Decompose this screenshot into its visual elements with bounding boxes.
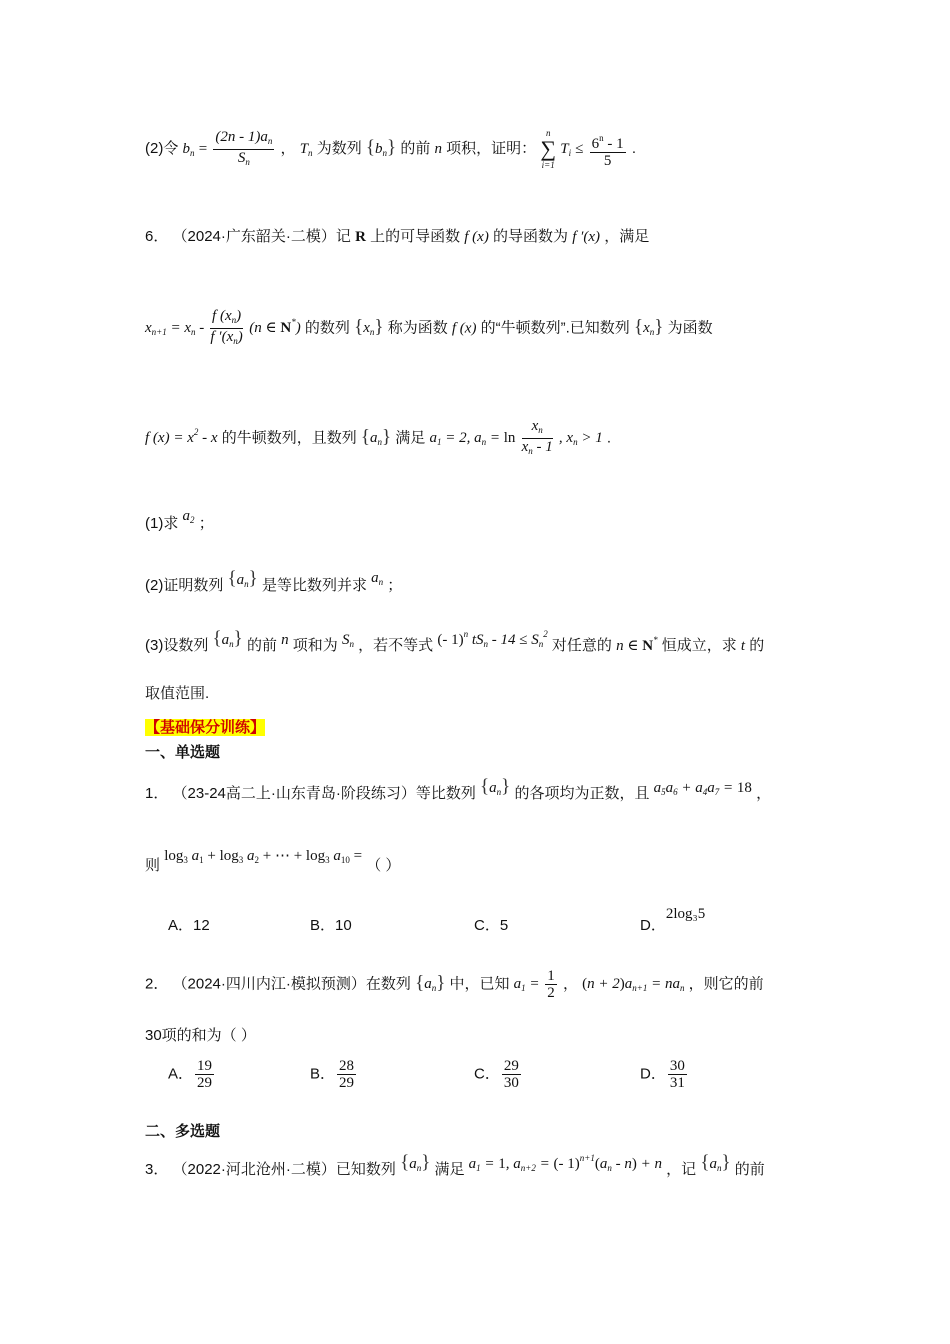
section-multi-choice: 二、多选题 [145,1123,221,1140]
q5-part2-line: (2)令 $b_n$ = $\frac{(2n - 1)a_n}{S_n}$ ， $T_n$ 为数列 $\{b_n\}$ 的前 n 项积，证明： n ∑ i=1 $T_i$ ≤ $\frac{6^n - 1}{5}$ . [145,128,636,170]
formula-newton: $x_{n+1} = x_n$ - [145,320,209,338]
section-tag-line [145,716,830,737]
formula-fpx: f ′(x) [572,229,601,245]
q1-option-a[interactable]: A．12 [168,917,210,934]
q6-line1: 6． （2024·广东韶关·二模）记 R 上的可导函数 f (x) 的导函数为 f ′(x) ，满足 [145,228,650,245]
q6-line3: f $(x) = x^2 - x$ 的牛顿数列，且数列 $\{a_n\}$ 满足 $a_1 = 2$, $a_n = \ln$ $\frac{x_n}{x_n - 1}$ , $x_n > 1$ . [145,418,612,456]
formula-sum: n ∑ i=1 [540,128,557,170]
q2-option-b[interactable]: B． $\frac{28}{29}$ [310,1058,355,1091]
section-single-choice: 一、单选题 [145,744,221,761]
q2-option-c[interactable]: C． $\frac{29}{30}$ [474,1058,519,1091]
q1-line1: 1． （23-24高二上·山东青岛·阶段练习）等比数列 $\{a_n\}$ 的各项均为正数，且 $a_5a_6 + a_4a_7 = 18$ ， [145,776,772,802]
q6-part1: (1)求 $a_2$ ； [145,508,214,532]
formula-an-def: $a_1 = 2$, $a_n = \ln$ [429,430,516,448]
formula-q3-rec: $a_1 = 1$, $a_{n+2}$ = (- $1)^{n+1}(a_n - n) + n$ [468,1153,662,1173]
q3-number: 3． [145,1161,169,1178]
formula-sum-bound: $\frac{6^n - 1}{5}$ [590,130,626,169]
q1-option-c[interactable]: C．5 [474,917,509,934]
q1-option-b[interactable]: B．10 [310,917,352,934]
q2-line2: 30项的和为（ ） [145,1027,256,1044]
q3-line1: 3． （2022·河北沧州·二模）已知数列 $\{a_n\}$ 满足 $a_1 = 1$, $a_{n+2}$ = (- $1)^{n+1}(a_n - n) + n$ ，记 $\{a_n\}$ 的前 [145,1152,765,1178]
q1-line2: 则 $\log_3 a_1 + \log_3 a_2$ + ⋯ + $\log_3 a_{10}$ = （ ） [145,848,401,874]
q2-number: 2． [145,975,169,993]
formula-bn-frac: $\frac{(2n - 1)a_n}{S_n}$ [215,128,273,167]
q6-line2: $x_{n+1} = x_n$ - $\frac{f (x_n)}{f '(x_n)}$ (n ∈ N*) 的数列 $\{x_n\}$ 称为函数 f (x) 的“牛顿数列”.已知数列 $\{x_n\}$ 为函数 [145,308,713,346]
q6-number: 6． [145,228,169,245]
q6-source: （2024·广东韶关·二模）记 [172,228,351,245]
section-tag: 【基础保分训练】 [145,719,266,736]
formula-q1-eq: $a_5a_6 + a_4a_7 = 18$ [653,780,752,797]
q6-part2: (2)证明数列 $\{a_n\}$ 是等比数列并求 $a_n$ ； [145,568,403,594]
q2-option-d[interactable]: D． $\frac{30}{31}$ [640,1058,685,1091]
q2-option-a[interactable]: A． $\frac{19}{29}$ [168,1058,213,1091]
q2-line1: 2． （2024·四川内江·模拟预测）在数列 $\{a_n\}$ 中，已知 $a_1$ = $\frac{1}{2}$ ， $(n + 2)a_{n+1} = na_n$ ，则它的前 [145,968,764,1001]
q1-option-d[interactable]: D．2log₃5 [640,906,706,934]
q6-part3: (3)设数列 $\{a_n\}$ 的前 n 项和为 $S_n$ ，若不等式 (- 1)$^n$ $tS_n - 14 \le S_n^2$ 对任意的 n ∈ N* 恒成立，求 t 的 [145,628,765,654]
q1-number: 1． [145,785,169,802]
q6-part3-line2: 取值范围. [145,685,210,702]
formula-fx-def: f $(x) = x^2 - x$ [145,427,218,447]
formula-q2-rec: $(n + 2)a_{n+1} = na_n$ [582,976,685,994]
q5-part2-label: (2)令 [145,139,179,157]
formula-q1-log: $\log_3 a_1 + \log_3 a_2$ + ⋯ + $\log_3 a_{10}$ = [164,848,363,865]
formula-fx: f (x) [464,229,489,245]
formula-inequality: (- 1)$^n$ $tS_n - 14 \le S_n^2$ [437,629,548,649]
formula-bn: $b_n$ [182,140,195,158]
